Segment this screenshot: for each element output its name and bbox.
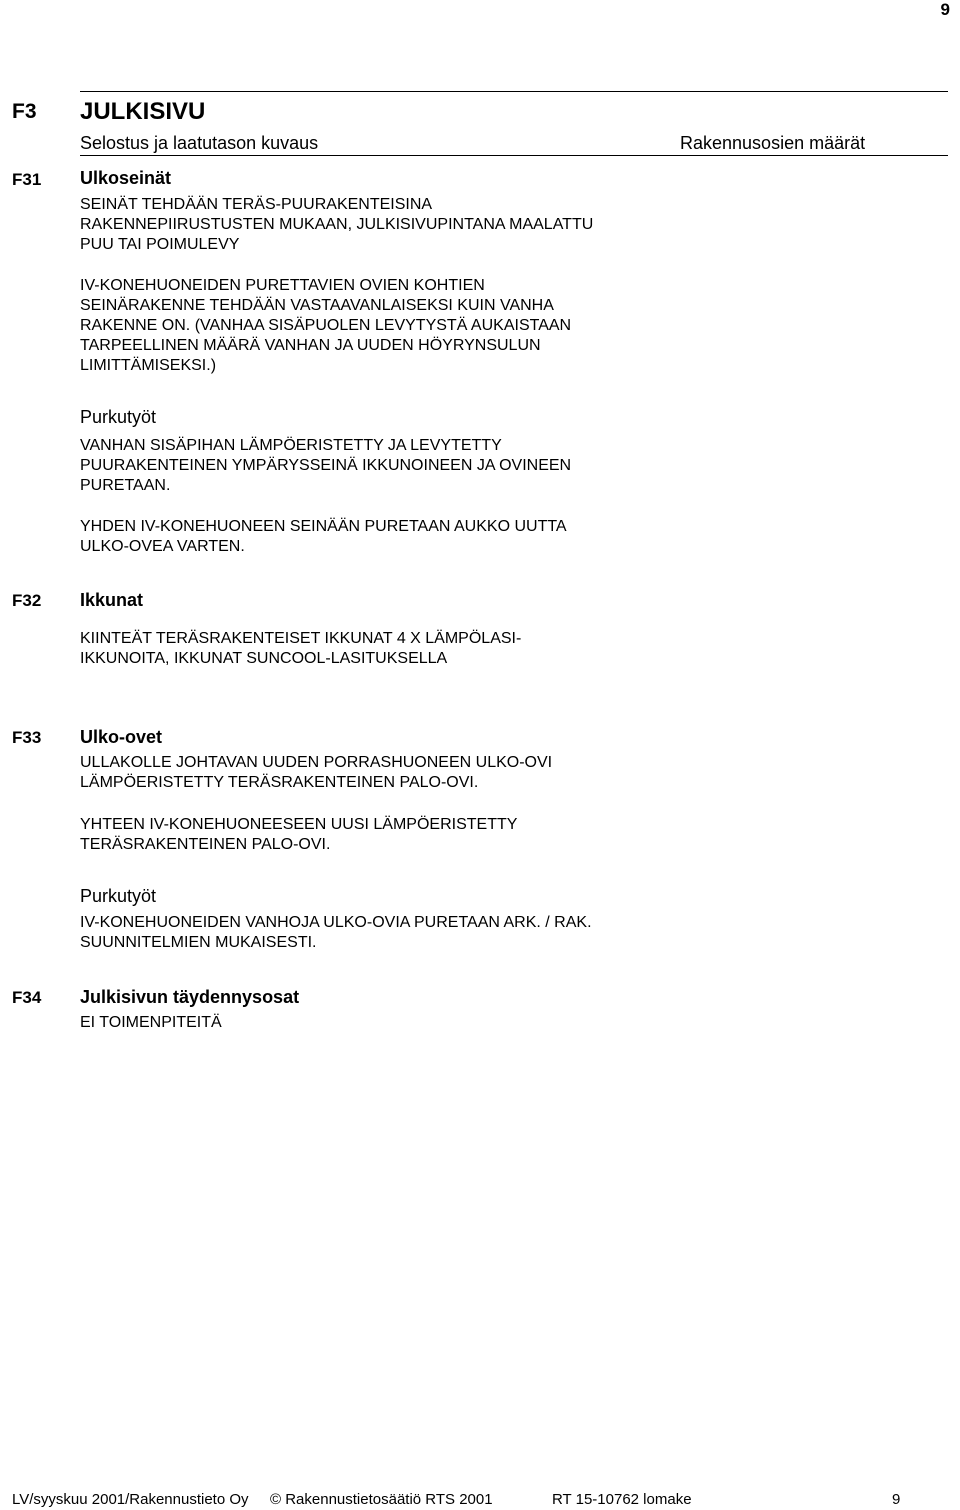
f33-paragraph-3 xyxy=(80,913,680,953)
subheader-rule xyxy=(80,155,948,156)
text-line: ULLAKOLLE JOHTAVAN UUDEN PORRASHUONEEN ULKO-OVI xyxy=(80,754,553,771)
subheading-purkutyot-f33: Purkutyöt xyxy=(80,886,157,906)
f32-paragraph-1 xyxy=(80,629,680,669)
f33-paragraph-1 xyxy=(80,753,680,793)
heading-ulko-ovet: Ulko-ovet xyxy=(80,727,163,747)
section-code: F3 xyxy=(12,100,37,123)
f33-paragraph-2 xyxy=(80,815,680,855)
section-title: JULKISIVU xyxy=(80,98,206,125)
text-line: LIMITTÄMISEKSI.) xyxy=(80,357,217,374)
text-line: PUU TAI POIMULEVY xyxy=(80,236,240,253)
text-line: KIINTEÄT TERÄSRAKENTEISET IKKUNAT 4 X LÄMPÖLASI- xyxy=(80,630,522,647)
text-line: SEINÄT TEHDÄÄN TERÄS-PUURAKENTEISINA xyxy=(80,196,433,213)
subheader-quantities: Rakennusosien määrät xyxy=(680,133,866,153)
text-line: LÄMPÖERISTETTY TERÄSRAKENTEINEN PALO-OVI. xyxy=(80,774,479,791)
footer-copyright: © Rakennustietosäätiö RTS 2001 xyxy=(270,1491,493,1508)
text-line: SEINÄRAKENNE TEHDÄÄN VASTAAVANLAISEKSI KUIN VANHA xyxy=(80,297,554,314)
text-line: TERÄSRAKENTEINEN PALO-OVI. xyxy=(80,836,331,853)
subheader-description: Selostus ja laatutason kuvaus xyxy=(80,133,319,153)
text-line: IKKUNOITA, IKKUNAT SUNCOOL-LASITUKSELLA xyxy=(80,650,448,667)
text-line: PUURAKENTEINEN YMPÄRYSSEINÄ IKKUNOINEEN JA OVINEEN xyxy=(80,457,572,474)
item-code-f32: F32 xyxy=(12,591,42,610)
footer-page-number: 9 xyxy=(892,1491,901,1508)
f34-paragraph-1 xyxy=(80,1013,680,1033)
text-line: IV-KONEHUONEIDEN VANHOJA ULKO-OVIA PURETAAN ARK. / RAK. xyxy=(80,914,592,931)
heading-ikkunat: Ikkunat xyxy=(80,590,144,610)
text-line: RAKENNE ON. (VANHAA SISÄPUOLEN LEVYTYSTÄ AUKAISTAAN xyxy=(80,317,572,334)
item-code-f34: F34 xyxy=(12,988,42,1007)
f31-paragraph-3 xyxy=(80,436,680,496)
heading-julkisivun-taydennysosat: Julkisivun täydennysosat xyxy=(80,987,300,1007)
text-line: SUUNNITELMIEN MUKAISESTI. xyxy=(80,934,317,951)
text-line: RAKENNEPIIRUSTUSTEN MUKAAN, JULKISIVUPINTANA MAALATTU xyxy=(80,216,594,233)
f31-paragraph-1 xyxy=(80,195,680,255)
footer-form-code: RT 15-10762 lomake xyxy=(552,1491,692,1508)
top-rule xyxy=(80,91,948,92)
f31-paragraph-4 xyxy=(80,517,680,557)
f31-paragraph-2 xyxy=(80,276,680,376)
text-line: YHTEEN IV-KONEHUONEESEEN UUSI LÄMPÖERISTETTY xyxy=(80,816,518,833)
text-line: TARPEELLINEN MÄÄRÄ VANHAN JA UUDEN HÖYRYNSULUN xyxy=(80,337,541,354)
item-code-f33: F33 xyxy=(12,728,42,747)
text-line: VANHAN SISÄPIHAN LÄMPÖERISTETTY JA LEVYTETTY xyxy=(80,437,502,454)
text-line: ULKO-OVEA VARTEN. xyxy=(80,538,245,555)
heading-ulkoseinat: Ulkoseinät xyxy=(80,168,172,188)
subheading-purkutyot-f31: Purkutyöt xyxy=(80,407,157,427)
footer-publisher: LV/syyskuu 2001/Rakennustieto Oy xyxy=(12,1491,249,1508)
item-code-f31: F31 xyxy=(12,170,42,189)
page-number: 9 xyxy=(940,0,950,19)
text-line: EI TOIMENPITEITÄ xyxy=(80,1014,222,1031)
text-line: YHDEN IV-KONEHUONEEN SEINÄÄN PURETAAN AUKKO UUTTA xyxy=(80,518,567,535)
text-line: IV-KONEHUONEIDEN PURETTAVIEN OVIEN KOHTIEN xyxy=(80,277,485,294)
text-line: PURETAAN. xyxy=(80,477,171,494)
